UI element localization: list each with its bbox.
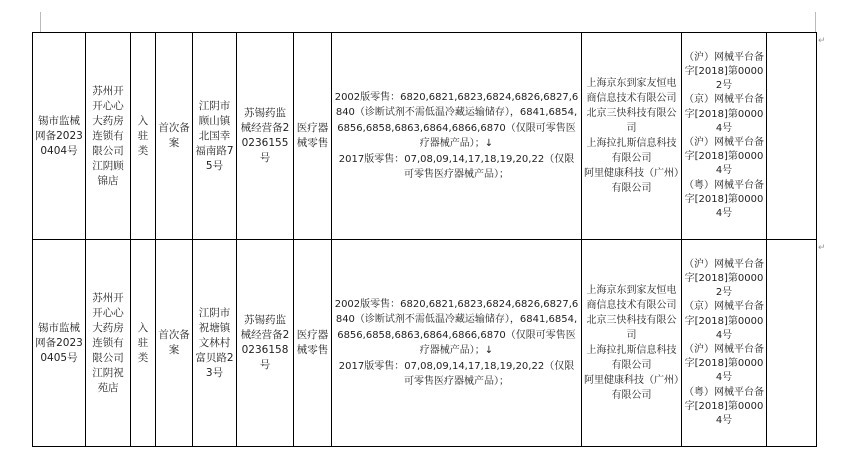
- entry-type: 入驻类: [131, 33, 156, 240]
- platform-filing-number: （沪）网械平台备字[2018]第00002号: [684, 51, 764, 92]
- platform-name: 上海拉扎斯信息科技有限公司: [586, 138, 677, 164]
- platform-name: 北京三快科技有限公司: [586, 315, 677, 341]
- row-end-mark: ↵: [818, 36, 826, 46]
- filing-type: 首次备案: [156, 33, 193, 240]
- platform-filing-number: （沪）网械平台备字[2018]第00002号: [684, 258, 764, 299]
- platform-filing-number: （京）网械平台备字[2018]第00004号: [684, 301, 764, 341]
- page-margin-mark-right: [815, 12, 816, 32]
- company-name: 苏州开开心心大药房连锁有限公司江阴祝苑店: [86, 240, 131, 447]
- business-category: 医疗器械零售: [294, 240, 332, 447]
- platform-filing-list: [682, 240, 767, 447]
- scope-line-2017: 2017版零售：07,08,09,14,17,18,19,20,22（仅限可零售医疗器械产品）；: [338, 360, 575, 387]
- scope-line-2002: 2002版零售：6820,6821,6823,6824,6826,6827,6840（诊断试剂不需低温冷藏运输储存），6841,6854,6856,6858,6863,6864,6866,6870（仅限可零售医疗器械产品）；↓: [334, 298, 579, 356]
- platform-list: [582, 33, 682, 240]
- business-scope: [332, 240, 582, 447]
- company-name: 苏州开开心心大药房连锁有限公司江阴顾锦店: [86, 33, 131, 240]
- platform-name: 阿里健康科技（广州）有限公司: [584, 168, 679, 194]
- entry-type: 入驻类: [131, 240, 156, 447]
- platform-name: 上海京东到家友恒电商信息技术有限公司: [586, 78, 677, 104]
- platform-filing-number: （粤）网械平台备字[2018]第00004号: [684, 386, 764, 427]
- platform-filing-number: （粤）网械平台备字[2018]第00004号: [684, 179, 764, 220]
- address: 江阴市祝塘镇文林村富贝路23号: [193, 240, 237, 447]
- filing-type: 首次备案: [156, 240, 193, 447]
- platform-name: 上海京东到家友恒电商信息技术有限公司: [586, 285, 677, 311]
- platform-filing-list: [682, 33, 767, 240]
- table-row: [33, 33, 817, 240]
- row-end-mark: ↵: [818, 243, 826, 253]
- platform-filing-number: （沪）网械平台备字[2018]第00004号: [684, 344, 764, 384]
- business-scope: [332, 33, 582, 240]
- filing-table: [32, 32, 817, 447]
- page-margin-mark-left: [40, 12, 41, 32]
- record-number: 锡市监械网备20230404号: [33, 33, 86, 240]
- scope-line-2017: 2017版零售：07,08,09,14,17,18,19,20,22（仅限可零售医疗器械产品）；: [338, 153, 575, 180]
- record-number: 锡市监械网备20230405号: [33, 240, 86, 447]
- platform-name: 阿里健康科技（广州）有限公司: [584, 375, 679, 401]
- platform-list: [582, 240, 682, 447]
- empty-cell: [767, 33, 817, 240]
- business-category: 医疗器械零售: [294, 33, 332, 240]
- empty-cell: [767, 240, 817, 447]
- platform-filing-number: （京）网械平台备字[2018]第00004号: [684, 94, 764, 134]
- platform-name: 上海拉扎斯信息科技有限公司: [586, 345, 677, 371]
- address: 江阴市顾山镇北国幸福南路75号: [193, 33, 237, 240]
- license-number: 苏锡药监械经营备20236158号: [237, 240, 294, 447]
- table-row: [33, 240, 817, 447]
- license-number: 苏锡药监械经营备20236155号: [237, 33, 294, 240]
- platform-filing-number: （沪）网械平台备字[2018]第00004号: [684, 137, 764, 177]
- platform-name: 北京三快科技有限公司: [586, 108, 677, 134]
- scope-line-2002: 2002版零售：6820,6821,6823,6824,6826,6827,6840（诊断试剂不需低温冷藏运输储存），6841,6854,6856,6858,6863,6864,6866,6870（仅限可零售医疗器械产品）；↓: [334, 91, 579, 149]
